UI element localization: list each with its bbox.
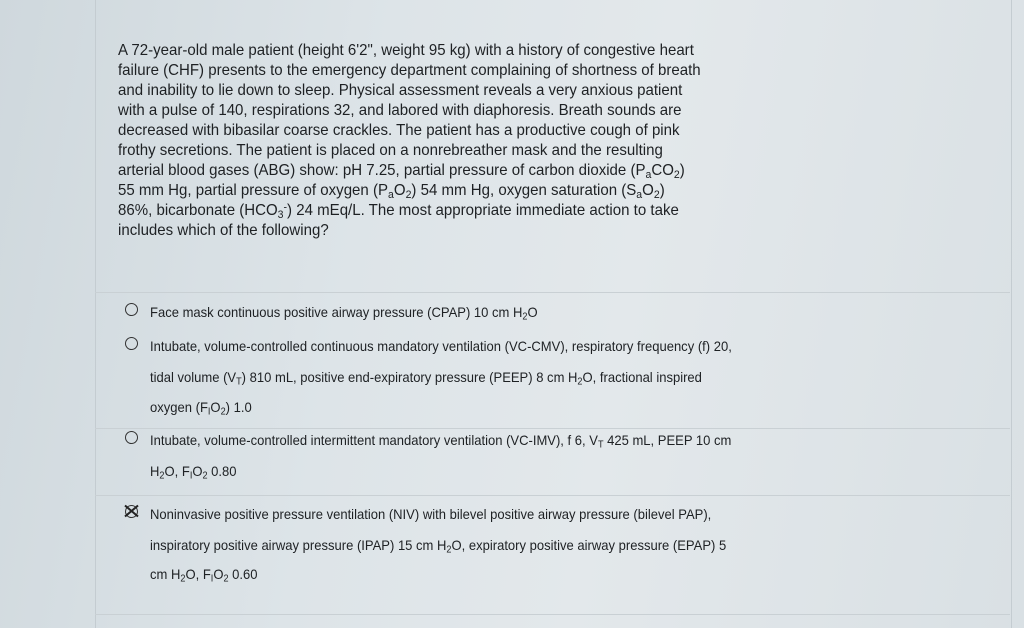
subscript: 2 [159,470,165,482]
text-run: cm H [150,566,181,582]
text-run: ) 1.0 [225,399,252,415]
subscript: a [636,188,643,201]
text-line [150,566,258,585]
subscript: T [236,376,242,388]
text-run: O, expiratory positive airway pressure (EPAP) 5 [451,537,727,553]
option-radio-4[interactable] [125,505,138,518]
text-run: includes which of the following? [118,222,329,239]
text-run: 0.80 [207,463,237,479]
text-run: O [210,399,221,415]
text-run: oxygen (F [150,399,208,415]
text-run: ) 24 mEq/L. The most appropriate immediate action to take [287,202,679,219]
text-run: Noninvasive positive pressure ventilation (NIV) with bilevel positive airway pressure (bilevel PAP), [150,506,712,522]
text-line [150,369,702,388]
text-run: ) [679,162,685,179]
text-run: inspiratory positive airway pressure (IPAP) 15 cm H [150,537,447,553]
subscript: 2 [653,188,660,201]
text-run: ) 54 mm Hg, oxygen saturation (S [411,182,637,199]
text-run: O [527,304,538,320]
text-run: with a pulse of 140, respirations 32, and labored with diaphoresis. Breath sounds are [118,102,682,119]
text-run: failure (CHF) presents to the emergency department complaining of shortness of breath [118,62,701,79]
text-line [150,304,538,323]
text-run: H [150,463,160,479]
divider [95,614,1010,615]
subscript: 2 [220,406,226,418]
text-run: 55 mm Hg, partial pressure of oxygen (P [118,182,389,199]
text-line [118,82,682,100]
subscript: a [645,168,652,181]
text-run: O, F [185,566,211,582]
text-line [118,162,685,180]
divider [95,292,1010,293]
text-line [150,537,727,556]
subscript: 2 [202,470,208,482]
subscript: a [388,188,394,201]
text-line [118,62,701,80]
text-run: A 72-year-old male patient (height 6'2", weight 95 kg) with a history of congestive heart [118,42,694,59]
subscript: I [207,406,211,418]
divider [95,495,1010,496]
text-line [150,463,237,482]
text-run: O [192,463,203,479]
text-line [118,102,682,120]
text-run: 0.60 [228,566,258,582]
text-line [118,122,680,140]
subscript: 2 [223,573,229,585]
subscript: 2 [405,188,412,201]
divider [95,428,1010,429]
text-run: O [642,182,654,199]
text-line [118,42,694,60]
text-run: 425 mL, PEEP 10 cm [603,432,732,448]
subscript: I [189,470,193,482]
text-run: tidal volume (V [150,369,237,385]
subscript: T [597,439,604,451]
subscript: I [210,573,214,585]
subscript: 2 [577,376,583,388]
text-run: ) [659,182,665,199]
subscript: 2 [522,311,528,323]
subscript: 2 [180,573,186,585]
text-run: Intubate, volume-controlled continuous mandatory ventilation (VC-CMV), respiratory frequency (f) 20, [150,338,732,354]
text-run: O [393,182,406,199]
text-run: CO [651,162,674,179]
option-radio-3[interactable] [125,431,138,444]
text-line [118,222,329,240]
text-run: and inability to lie down to sleep. Physical assessment reveals a very anxious patient [118,82,683,99]
text-run: ) 810 mL, positive end-expiratory pressure (PEEP) 8 cm H [241,369,578,385]
text-run: frothy secretions. The patient is placed on a nonrebreather mask and the resulting [118,142,663,159]
option-radio-2[interactable] [125,337,138,350]
superscript: - [283,201,288,214]
text-line [150,432,732,451]
text-run: Intubate, volume-controlled intermittent mandatory ventilation (VC-IMV), f 6, V [150,432,598,448]
text-line [150,338,732,354]
text-line [118,202,679,220]
text-run: O, F [164,463,190,479]
text-run: O [213,566,224,582]
text-run: Face mask continuous positive airway pressure (CPAP) 10 cm H [150,304,523,320]
text-line [118,142,663,160]
text-run: O, fractional inspired [582,369,702,385]
subscript: 2 [673,168,680,181]
text-line [150,399,252,418]
subscript: 3 [277,208,284,221]
text-run: arterial blood gases (ABG) show: pH 7.25, partial pressure of carbon dioxide (P [118,162,646,179]
text-run: 86%, bicarbonate (HCO [118,202,278,219]
text-line [118,182,665,200]
text-line [150,506,711,522]
subscript: 2 [446,544,452,556]
option-radio-1[interactable] [125,303,138,316]
text-run: decreased with bibasilar coarse crackles. The patient has a productive cough of pink [118,122,680,139]
